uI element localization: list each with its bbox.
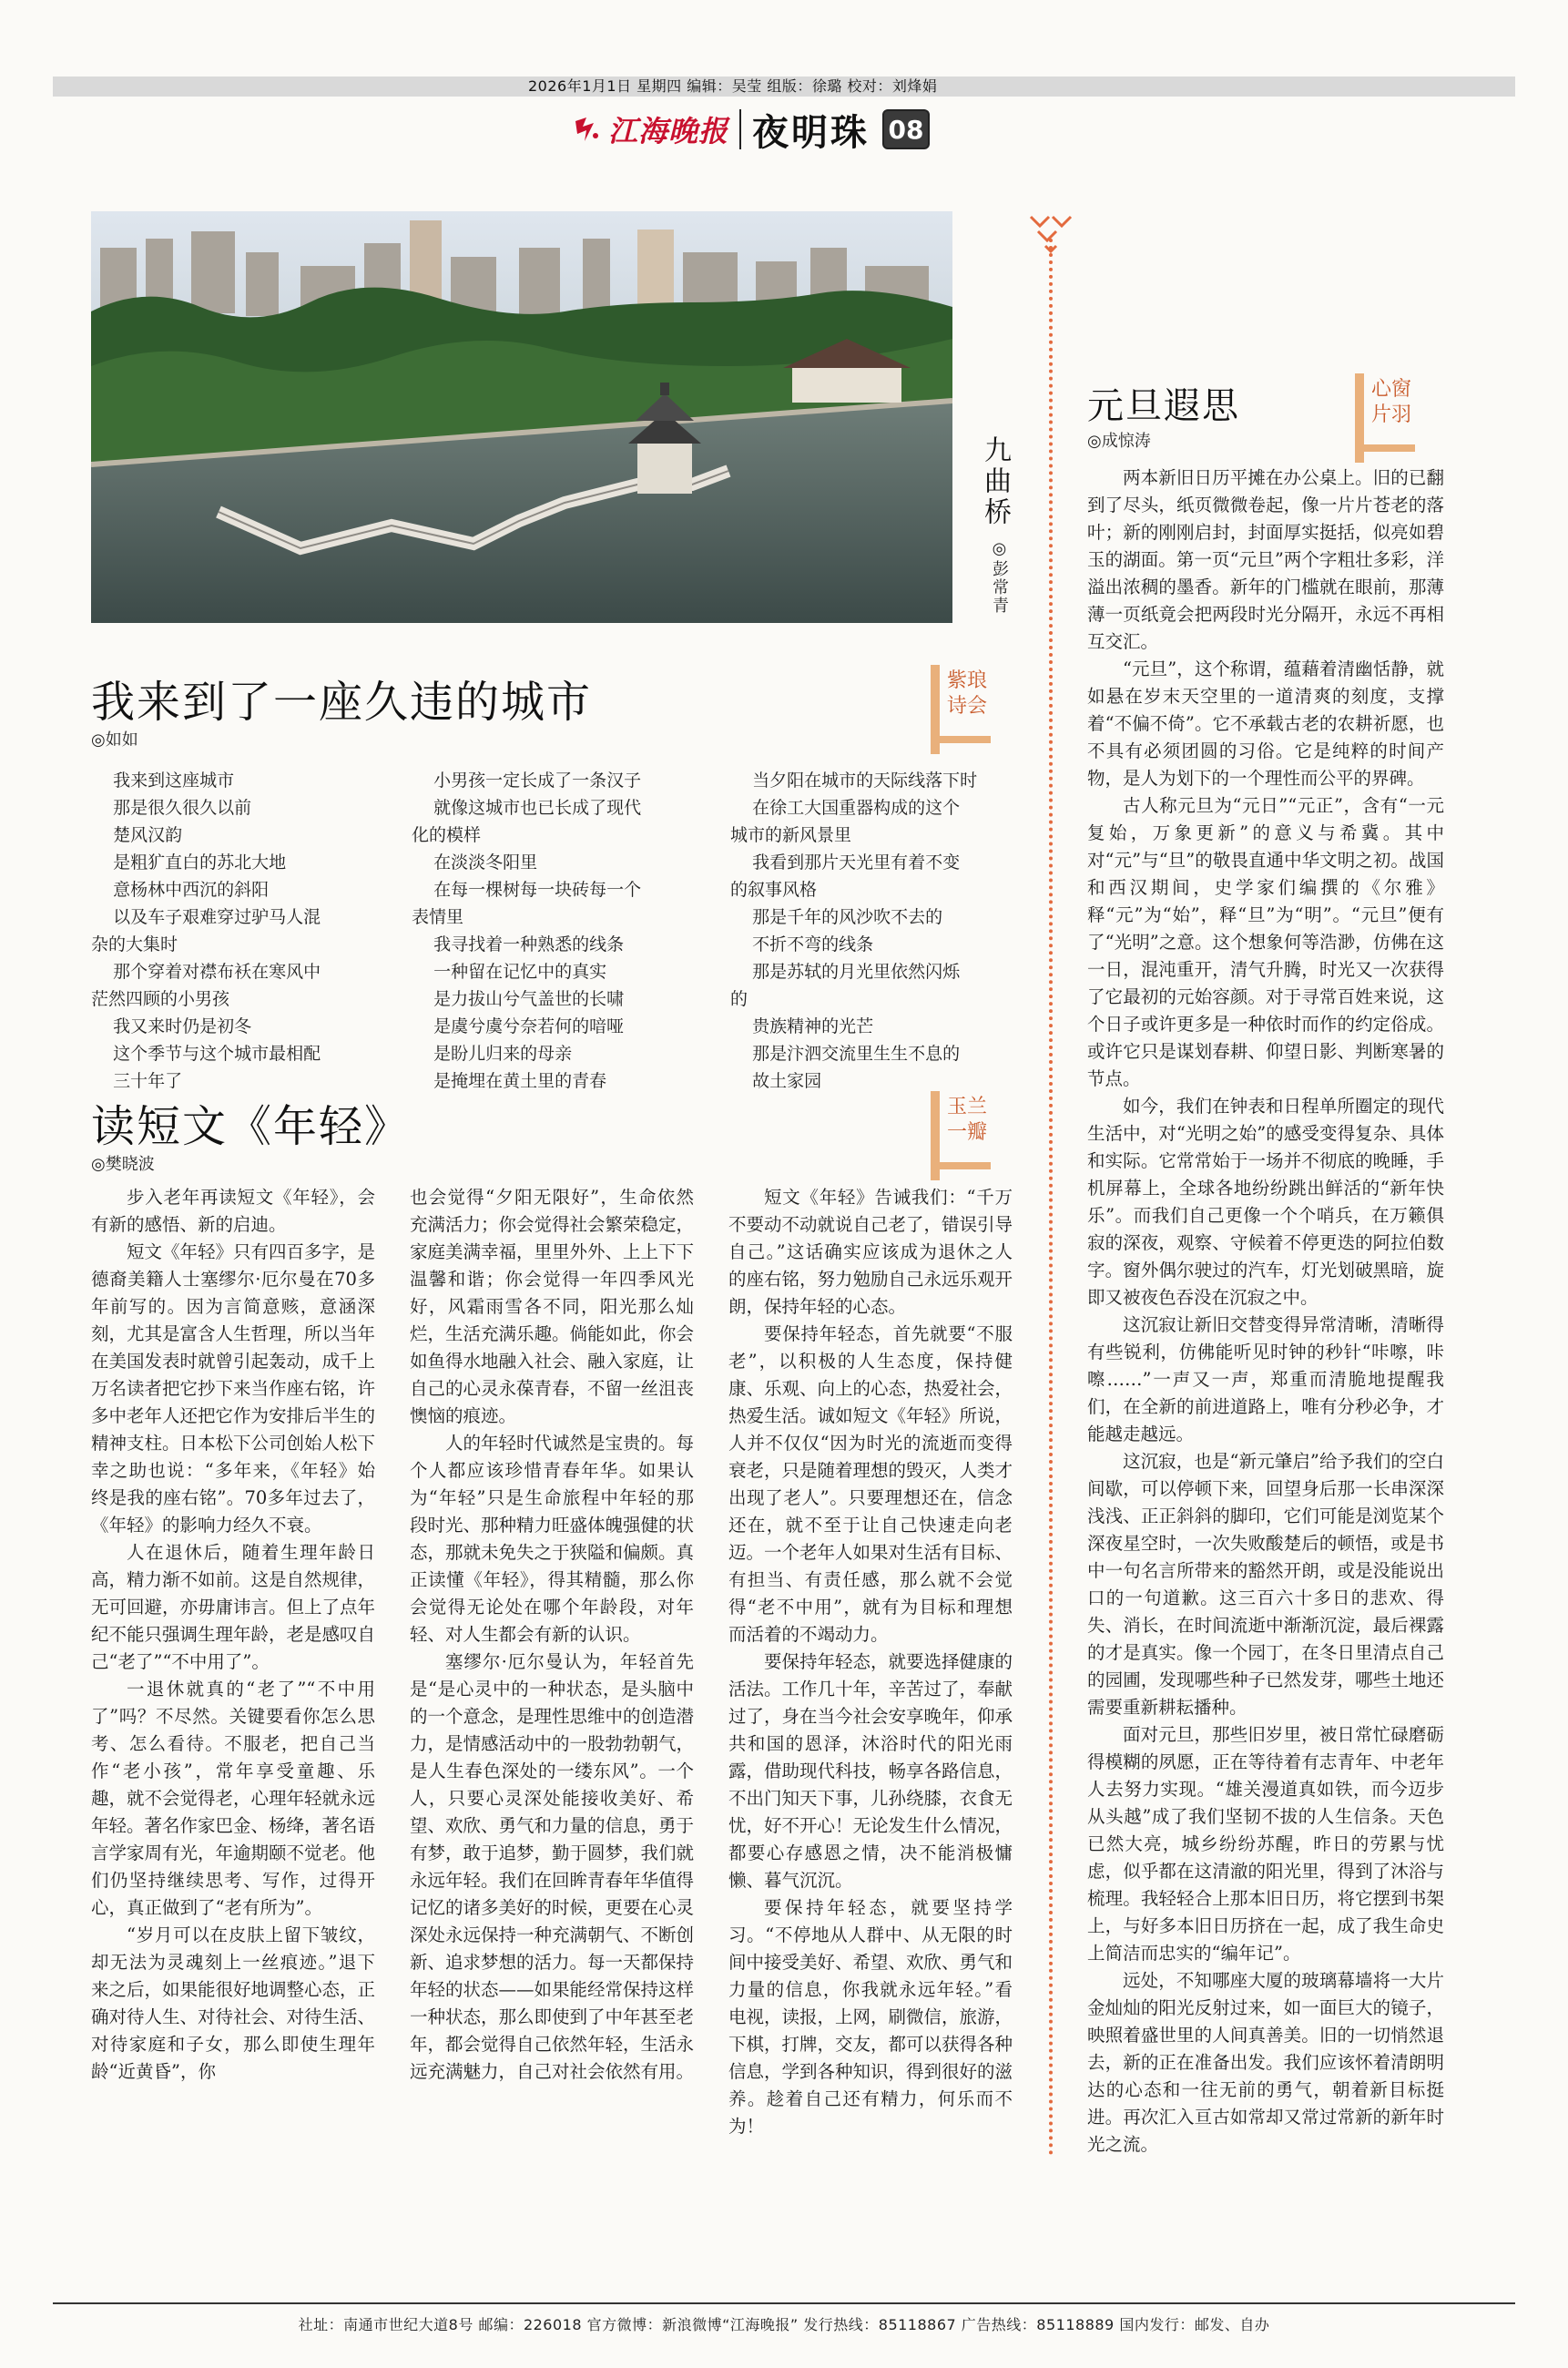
paragraph: 要保持年轻态，首先就要“不服老”，以积极的人生态度，保持健康、乐观、向上的心态，热爱社会，热爱生活。诚如短文《年轻》所说，人并不仅仅“因为时光的流逝而变得衰老，只是随着理想的毁灭，人类才出现了老人”。只要理想还在，信念还在，就不至于让自己快速走向老迈。一个老年人如果对生活有目标、有担当、有责任感，那么就不会觉得“老不中用”，就有为目标和理想而活着的不竭动力。 [728,1323,1013,1645]
paragraph: 如今，我们在钟表和日程单所圈定的现代生活中，对“光明之始”的感受变得复杂、具体和实际。它常常始于一场并不彻底的晚睡，手机屏幕上，全球各地纷纷跳出鲜活的“新年快乐”。而我们自己更像一个个哨兵，在万籁俱寂的深夜，观察、守候着不停更迭的阿拉伯数字。窗外偶尔驶过的汽车，灯光划破黑暗，旋即又被夜色吞没在沉寂之中。 [1087,1096,1444,1308]
photo-nine-bend-bridge [91,211,952,623]
poem-col-2: 小男孩一定长成了一条汉子 就像这城市也已长成了现代 化的模样 在淡淡冬阳里 在每一棵树每一块砖每一个 表情里 我寻找着一种熟悉的线条 一种留在记忆中的真实 是力拔山兮气盖世的长啸 是虞兮虞兮奈若何的喑哑 是盼儿归来的母亲 是掩埋在黄土里的青春 [412,771,642,1091]
essay1-badge-label: 玉兰一瓣 [947,1096,988,1144]
poem-col-3: 当夕阳在城市的天际线落下时 在徐工大国重器构成的这个 城市的新风景里 我看到那片天光里有着不变 的叙事风格 那是千年的风沙吹不去的 不折不弯的线条 那是苏轼的月光里依然闪烁 的 贵族精神的光芒 那是汴泗交流里生生不息的 故土家园 [730,771,978,1091]
paragraph: 这沉寂让新旧交替变得异常清晰，清晰得有些锐利，仿佛能听见时钟的秒针“咔嚓，咔嚓……”一声又一声，郑重而清脆地提醒我们，在全新的前进道路上，唯有分秒必争，才能越走越远。 [1087,1314,1444,1444]
poem-col-1: 我来到这座城市 那是很久很久以前 楚风汉韵 是粗犷直白的苏北大地 意杨林中西沉的斜阳 以及车子艰难穿过驴马人混 杂的大集时 那个穿着对襟布袄在寒风中 茫然四顾的小男孩 我又来时仍是初冬 这个季节与这个城市最相配 三十年了 [91,771,321,1091]
essay1-col-3 [728,1184,1013,2140]
column-divider [1049,239,1053,2157]
paragraph: 一退休就真的“老了”“不中用了”吗？不尽然。关键要看你怎么思考、怎么看待。不服老，把自己当作“老小孩”，常年享受童趣、乐趣，就不会觉得老，心理年轻就永远年轻。著名作家巴金、杨绛，著名语言学家周有光，年逾期颐不觉老。他们仍坚持继续思考、写作，过得开心，真正做到了“老有所为”。 [91,1679,376,1918]
newspaper-logo-icon [572,114,603,145]
essay2-column-badge [1355,373,1415,463]
essay2-title: 元旦遐思 [1087,385,1240,427]
page-number: 08 [882,109,930,149]
essay1-title: 读短文《年轻》 [91,1101,411,1152]
essay1-col-1 [91,1184,375,2086]
paragraph: 人在退休后，随着生理年龄日高，精力渐不如前。这是自然规律，无可回避，亦毋庸讳言。但上了点年纪不能只强调生理年龄，老是感叹自己“老了”“不中用了”。 [91,1542,376,1672]
photo-title: 九曲桥 [979,435,1011,528]
chevron-down-icon [1025,211,1076,266]
essay1-column-badge [931,1091,991,1180]
essay2-author: ◎成惊涛 [1087,432,1151,451]
paragraph: “元旦”，这个称谓，蕴藉着清幽恬静，就如悬在岁末天空里的一道清爽的刻度，支撑着“不偏不倚”。它不承载古老的农耕祈愿，也不具有必须团圆的习俗。它是纯粹的时间产物，是人为划下的一个理性而公平的界碑。 [1087,658,1444,789]
paper-name: 江海晚报 [608,114,729,148]
paragraph: 两本新旧日历平摊在办公桌上。旧的已翻到了尽头，纸页微微卷起，像一片片苍老的落叶；新的刚刚启封，封面厚实挺括，似亮如碧玉的湖面。第一页“元旦”两个字粗壮多彩，洋溢出浓稠的墨香。新年的门槛就在眼前，那薄薄一页纸竟会把两段时光分隔开，永远不再相互交汇。 [1087,467,1444,652]
poem-badge-label: 紫琅诗会 [947,669,988,718]
paragraph: “岁月可以在皮肤上留下皱纹，却无法为灵魂刻上一丝痕迹。”退下来之后，如果能很好地调整心态，正确对待人生、对待社会、对待生活、对待家庭和子女，那么即使生理年龄“近黄昏”，你 [91,1924,376,2082]
footer-info: 社址：南通市世纪大道8号 邮编：226018 官方微博：新浪微博“江海晚报” 发行热线：85118867 广告热线：85118889 国内发行：邮发、自办 [298,2316,1270,2333]
paragraph: 短文《年轻》告诫我们：“千万不要动不动就说自己老了，错误引导自己。”这话确实应该成为退休之人的座右铭，努力勉励自己永远乐观开朗，保持年轻的心态。 [728,1187,1013,1317]
paragraph: 步入老年再读短文《年轻》，会有新的感悟、新的启迪。 [91,1187,375,1235]
paragraph: 短文《年轻》只有四百多字，是德裔美籍人士塞缪尔·厄尔曼在70多年前写的。因为言简意赅，意涵深刻，尤其是富含人生哲理，所以当年在美国发表时就曾引起轰动，成千上万名读者把它抄下来当作座右铭，许多中老年人还把它作为安排后半生的精神支柱。日本松下公司创始人松下幸之助也说：“多年来，《年轻》始终是我的座右铭”。70多年过去了，《年轻》的影响力经久不衰。 [91,1241,376,1536]
dateline: 2026年1月1日 星期四 编辑：吴莹 组版：徐璐 校对：刘烽娟 [528,77,938,95]
poem-column-badge [931,665,991,754]
section-name: 夜明珠 [752,110,871,154]
paragraph: 面对元旦，那些旧岁里，被日常忙碌磨砺得模糊的夙愿，正在等待着有志青年、中老年人去努力实现。“雄关漫道真如铁，而今迈步从头越”成了我们坚韧不拔的人生信条。天色已然大亮，城乡纷纷苏醒，昨日的劳累与忧虑，似乎都在这清澈的阳光里，得到了沐浴与梳理。我轻轻合上那本旧日历，将它摆到书架上，与好多本旧日历挤在一起，成了我生命史上简洁而忠实的“编年记”。 [1087,1724,1444,1964]
footer-rule [53,2302,1515,2304]
poem-title: 我来到了一座久违的城市 [91,677,593,728]
masthead [572,104,930,155]
photo-author: ◎彭常青 [990,539,1009,615]
paragraph: 也会觉得“夕阳无限好”，生命依然充满活力；你会觉得社会繁荣稳定，家庭美满幸福，里里外外、上上下下温馨和谐；你会觉得一年四季风光好，风霜雨雪各不同，阳光那么灿烂，生活充满乐趣。倘能如此，你会如鱼得水地融入社会、融入家庭，让自己的心灵永葆青春，不留一丝沮丧懊恼的痕迹。 [410,1187,695,1426]
essay2-badge-label: 心窗片羽 [1371,378,1412,426]
paragraph: 古人称元旦为“元日”“元正”，含有“一元复始，万象更新”的意义与希冀。其中对“元”与“旦”的敬畏直通中华文明之初。战国和西汉期间，史学家们编撰的《尔雅》释“元”为“始”，释“旦”为“明”。“元旦”便有了“光明”之意。这个想象何等浩渺，仿佛在这一日，混沌重开，清气升腾，时光又一次获得了它最初的元始容颜。对于寻常百姓来说，这个日子或许更多是一种依时而作的约定俗成。或许它只是谋划春耕、仰望日影、判断寒暑的节点。 [1087,795,1444,1089]
paragraph: 要保持年轻态，就要选择健康的活法。工作几十年，辛苦过了，奉献过了，身在当今社会安享晚年，仰承共和国的恩泽，沐浴时代的阳光雨露，借助现代科技，畅享各路信息，不出门知天下事，儿孙绕膝，衣食无忧，好不开心！无论发生什么情况，都要心存感恩之情，决不能消极慵懒、暮气沉沉。 [728,1651,1013,1891]
masthead-divider [739,109,741,149]
essay1-col-2 [410,1184,694,2086]
essay1-author: ◎樊晓波 [91,1155,155,1174]
essay2-body [1087,464,1444,2159]
poem-author: ◎如如 [91,730,138,750]
paragraph: 远处，不知哪座大厦的玻璃幕墙将一大片金灿灿的阳光反射过来，如一面巨大的镜子，映照着盛世里的人间真善美。旧的一切悄然退去，新的正在准备出发。我们应该怀着清朗明达的心态和一往无前的勇气，朝着新目标挺进。再次汇入亘古如常却又常过常新的新年时光之流。 [1087,1970,1444,2155]
paragraph: 要保持年轻态，就要坚持学习。“不停地从人群中、从无限的时间中接受美好、希望、欢欣、勇气和力量的信息，你我就永远年轻。”看电视，读报，上网，刷微信，旅游，下棋，打牌，交友，都可以获得各种信息，学到各种知识，得到很好的滋养。趁着自己还有精力，何乐而不为！ [728,1897,1013,2137]
paragraph: 人的年轻时代诚然是宝贵的。每个人都应该珍惜青春年华。如果认为“年轻”只是生命旅程中年轻的那段时光、那种精力旺盛体魄强健的状态，那就未免失之于狭隘和偏颇。真正读懂《年轻》，得其精髓，那么你会觉得无论处在哪个年龄段，对年轻、对人生都会有新的认识。 [410,1433,695,1645]
paragraph: 这沉寂，也是“新元肇启”给予我们的空白间歇，可以停顿下来，回望身后那一长串深深浅浅、正正斜斜的脚印，它们可能是浏览某个深夜星空时，一次失败酸楚后的顿悟，或是书中一句名言所带来的豁然开朗，或是没能说出口的一句道歉。这三百六十多日的悲欢、得失、消长，在时间流逝中渐渐沉淀，最后裸露的才是真实。像一个园丁，在冬日里清点自己的园圃，发现哪些种子已然发芽，哪些土地还需要重新耕耘播种。 [1087,1451,1444,1718]
paragraph: 塞缪尔·厄尔曼认为，年轻首先是“是心灵中的一种状态，是头脑中的一个意念，是理性思维中的创造潜力，是情感活动中的一股勃勃朝气，是人生春色深处的一缕东风”。一个人，只要心灵深处能接收美好、希望、欢欣、勇气和力量的信息，勇于有梦，敢于追梦，勤于圆梦，我们就永远年轻。我们在回眸青春年华值得记忆的诸多美好的时候，更要在心灵深处永远保持一种充满朝气、不断创新、追求梦想的活力。每一天都保持年轻的状态——如果能经常保持这样一种状态，那么即使到了中年甚至老年，都会觉得自己依然年轻，生活永远充满魅力，自己对社会依然有用。 [410,1651,695,2082]
